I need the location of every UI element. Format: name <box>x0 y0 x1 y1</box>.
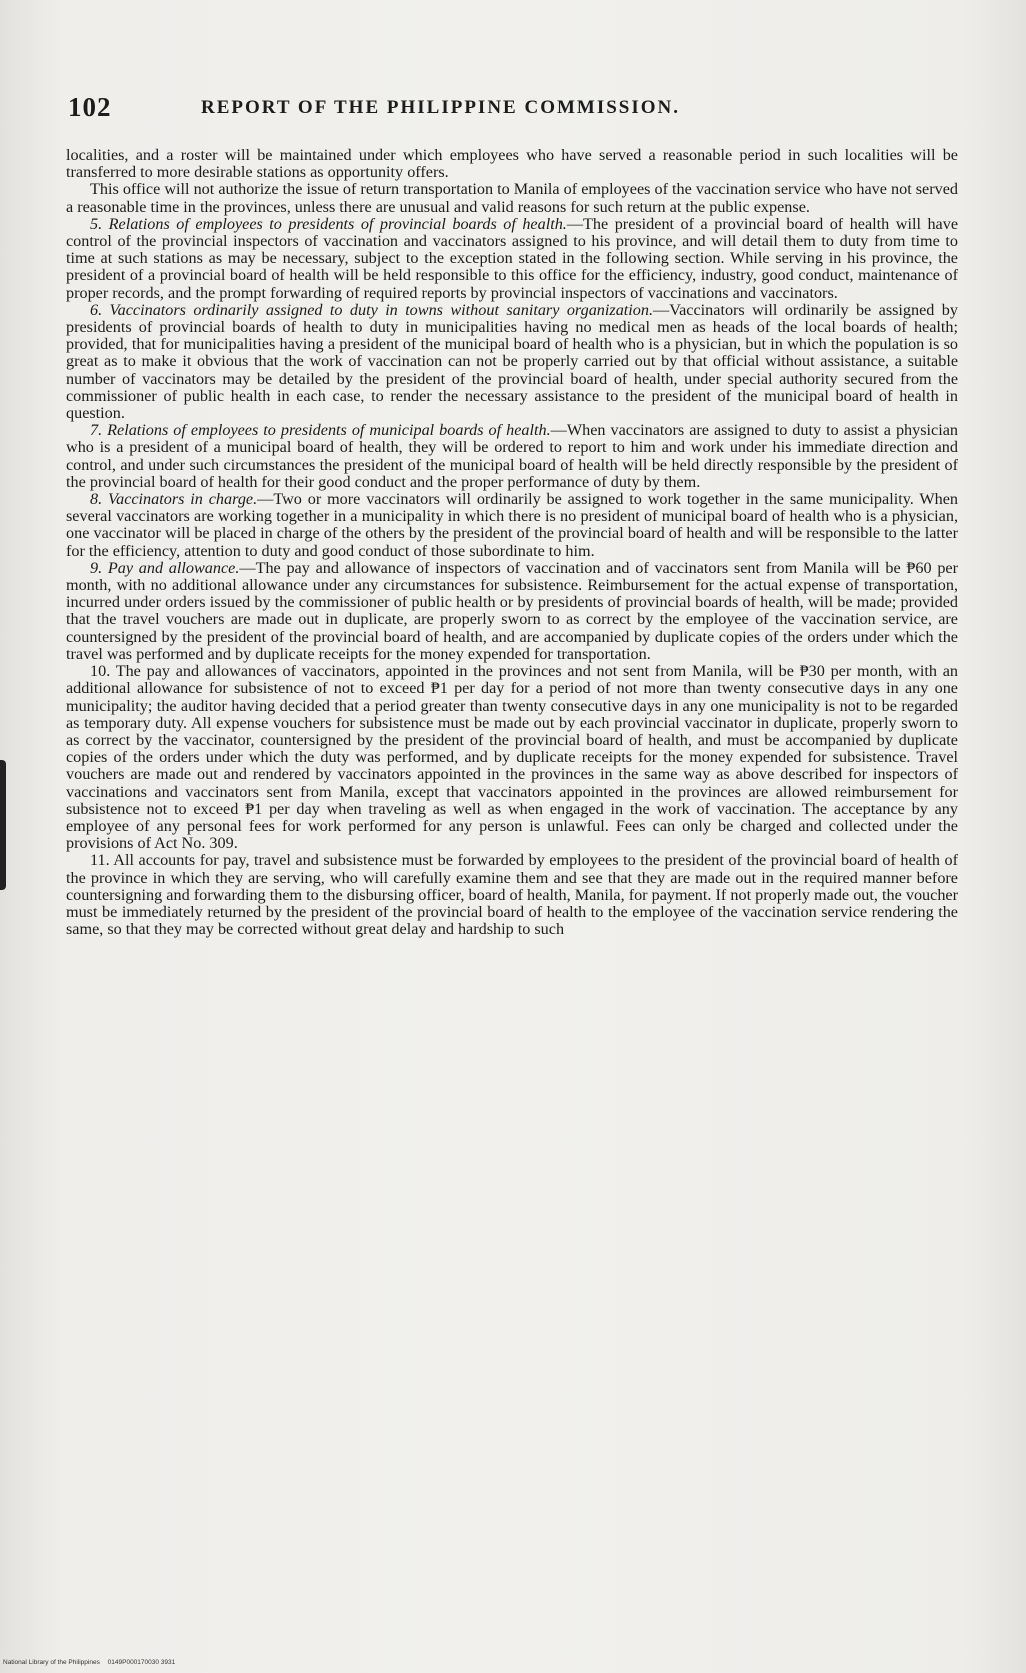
library-credit: National Library of the Philippines <box>3 1659 100 1666</box>
paragraph: localities, and a roster will be maintained under which employees who have served a reasonable period in such localities will be transferred to more desirable stations as opportunity offers. <box>66 146 958 182</box>
scan-identifier: 0149P000170030 3931 <box>107 1659 176 1666</box>
section-heading: 8. Vaccinators in charge. <box>90 490 258 509</box>
paragraph: This office will not authorize the issue of return transportation to Manila of employees of the vaccination service who have not served a reasonable time in the provinces, unless there are unusual and valid reasons for such return at the public expense. <box>66 180 958 216</box>
binding-shadow <box>0 760 6 890</box>
running-title: REPORT OF THE PHILIPPINE COMMISSION. <box>201 97 681 118</box>
section-10: 10. The pay and allowances of vaccinators, appointed in the provinces and not sent from Manila, will be ₱30 per month, with an additional allowance for subsistence of not to exceed ₱1 per day for a period of not more than twenty consecutive days in any one municipality; the auditor having decided that a period greater than twenty consecutive days in any one municipality is not to be regarded as temporary duty. All expense vouchers for subsistence must be made out by each provincial vaccinator in duplicate, properly sworn to as correct by the vaccinator, countersigned by the president of the provincial board of health, and must be accompanied by duplicate copies of the orders under which the duty was performed, and by duplicate receipts for the money expended for subsistence. Travel vouchers are made out and rendered by vaccinators appointed in the provinces in the same way as above described for inspectors of vaccinations and vaccinators sent from Manila, except that vaccinators appointed in the provinces are allowed reimbursement for subsistence not to exceed ₱1 per day when traveling as well as when engaged in the work of vaccination. The acceptance by any employee of any personal fees for work performed for any person is unlawful. Fees can only be charged and collected under the provisions of Act No. 309. <box>66 662 958 853</box>
section-heading: 9. Pay and allowance. <box>90 558 240 577</box>
page-number: 102 <box>68 92 112 122</box>
section-9: 9. Pay and allowance.—The pay and allowance of inspectors of vaccination and of vaccinators sent from Manila will be ₱60 per month, with no additional allowance under any circumstances for subsistence. Reimbursement for the actual expense of transportation, incurred under orders issued by the commissioner of public health or by presidents of provincial boards of health, will be made; provided that the travel vouchers are made out in duplicate, are properly sworn to as correct by the employee of the vaccination service, are countersigned by the president of the provincial board of health, and are accompanied by duplicate copies of the orders under which the travel was performed and by duplicate receipts for the money expended for transportation. <box>66 558 959 663</box>
section-heading: 5. Relations of employees to presidents of provincial boards of health. <box>90 214 567 233</box>
section-7: 7. Relations of employees to presidents of municipal boards of health.—When vaccinators are assigned to duty to assist a physician who is a president of a municipal board of health, they will be ordered to report to him and work under his immediate direction and control, and under such circumstances the president of the municipal board of health will be held directly responsible by the president of the provincial board of health for their good conduct and the proper performance of duty by them. <box>66 421 958 491</box>
section-5: 5. Relations of employees to presidents of provincial boards of health.—The president of a provincial board of health will have control of the provincial inspectors of vaccination and vaccinators assigned to his province, and will detail them to duty from time to time at such stations as may be necessary, subject to the exception stated in the following section. While serving in his province, the president of a provincial board of health will be held responsible to this office for the efficiency, industry, good conduct, maintenance of proper records, and the prompt forwarding of required reports by provincial inspectors of vaccinations and vaccinators. <box>66 214 959 302</box>
section-11: 11. All accounts for pay, travel and subsistence must be forwarded by employees to the president of the provincial board of health of the province in which they are serving, who will carefully examine them and see that they are made out in the required manner before countersigning and forwarding them to the disbursing officer, board of health, Manila, for payment. If not properly made out, the voucher must be immediately returned by the president of the provincial board of health to the employee of the vaccination service rendering the same, so that they may be corrected without great delay and hardship to such <box>66 851 958 939</box>
page-header <box>68 92 958 132</box>
section-8: 8. Vaccinators in charge.—Two or more vaccinators will ordinarily be assigned to work together in the same municipality. When several vaccinators are working together in a municipality in which there is no president of municipal board of health who is a physician, one vaccinator will be placed in charge of the others by the president of the provincial board of health and will be responsible to the latter for the efficiency, attention to duty and good conduct of those subordinate to him. <box>66 490 959 560</box>
section-6: 6. Vaccinators ordinarily assigned to duty in towns without sanitary organization.—Vaccinators will ordinarily be assigned by presidents of provincial boards of health to duty in municipalities having no medical men as heads of the local boards of health; provided, that for municipalities having a president of the municipal board of health who is a physician, but in which the population is so great as to make it obvious that the work of vaccination can not be properly carried out by that official without assistance, a suitable number of vaccinators may be detailed by the president of the provincial board of health, under special authority secured from the commissioner of public health in each case, to render the necessary assistance to the president of the municipal board of health in question. <box>66 300 958 423</box>
section-heading: 7. Relations of employees to presidents of municipal boards of health. <box>90 421 551 440</box>
section-heading: 6. Vaccinators ordinarily assigned to duty in towns without sanitary organization. <box>90 300 654 319</box>
scan-footer <box>3 1659 181 1666</box>
body-text <box>66 147 958 938</box>
